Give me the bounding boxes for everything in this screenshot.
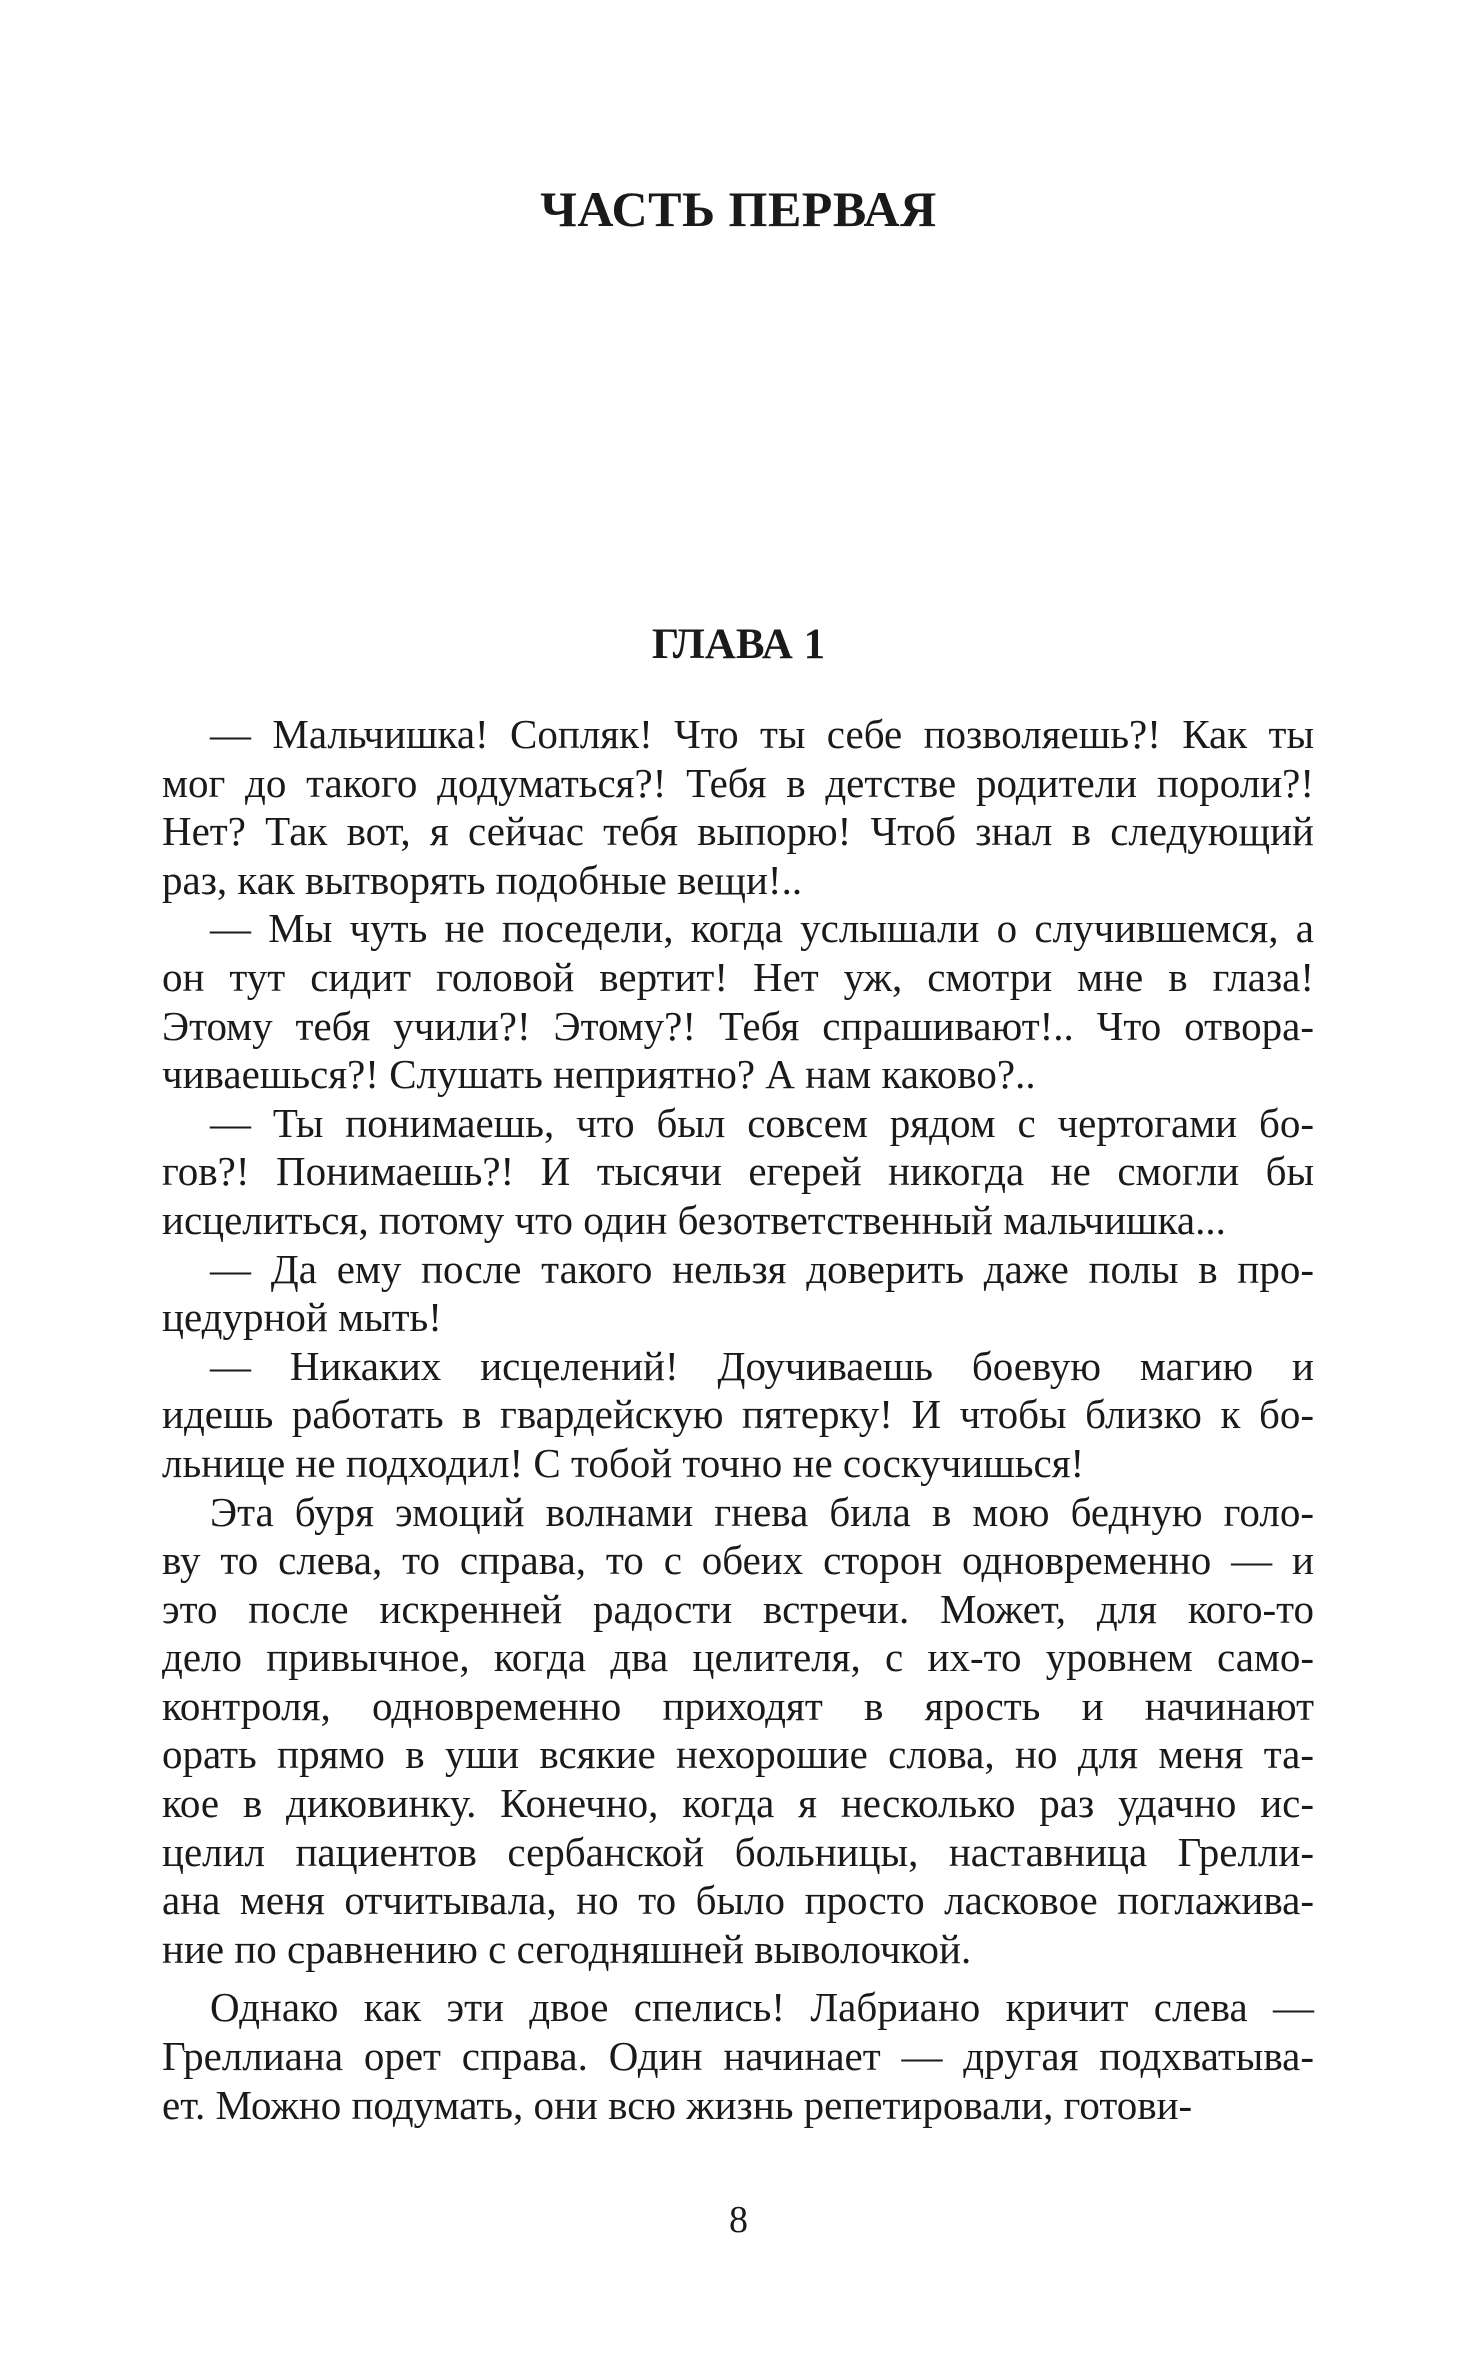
text-line: Однако как эти двое спелись! Лабриано кричит слева — <box>210 1984 1314 2031</box>
text-line: — Ты понимаешь, что был совсем рядом с чертогами бо- <box>210 1099 1314 1146</box>
text-line: льнице не подходил! С тобой точно не соскучишься! <box>162 1439 1085 1486</box>
chapter-title: ГЛАВА 1 <box>651 621 826 668</box>
part-title: ЧАСТЬ ПЕРВАЯ <box>540 181 937 237</box>
text-line: орать прямо в уши всякие нехорошие слова, но для меня та- <box>162 1731 1314 1778</box>
text-line: — Мы чуть не поседели, когда услышали о случившемся, а <box>210 905 1314 952</box>
paragraph <box>162 904 1314 1098</box>
paragraph <box>162 1099 1314 1245</box>
paragraph <box>162 1342 1314 1488</box>
text-line: это после искренней радости встречи. Может, для кого-то <box>162 1585 1314 1632</box>
text-line: кое в диковинку. Конечно, когда я несколько раз удачно ис- <box>162 1780 1314 1827</box>
text-line: ние по сравнению с сегодняшней выволочкой. <box>162 1925 972 1972</box>
text-line: Нет? Так вот, я сейчас тебя выпорю! Чтоб знал в следующий <box>162 808 1314 855</box>
text-line: Греллиана орет справа. Один начинает — другая подхватыва- <box>162 2033 1314 2080</box>
text-line: идешь работать в гвардейскую пятерку! И чтобы близко к бо- <box>162 1391 1314 1438</box>
text-line: цедурной мыть! <box>162 1294 442 1341</box>
text-line: он тут сидит головой вертит! Нет уж, смотри мне в глаза! <box>162 953 1314 1000</box>
text-line: Эта буря эмоций волнами гнева била в мою бедную голо- <box>210 1488 1314 1535</box>
text-line: — Мальчишка! Сопляк! Что ты себе позволяешь?! Как ты <box>210 711 1314 757</box>
text-line: исцелиться, потому что один безответственный мальчишка... <box>162 1196 1226 1243</box>
text-line: целил пациентов сербанской больницы, наставница Грелли- <box>162 1828 1314 1875</box>
paragraph <box>162 710 1314 904</box>
text-line: контроля, одновременно приходят в ярость и начинают <box>162 1682 1314 1729</box>
paragraph <box>162 1488 1314 1974</box>
text-line: чиваешься?! Слушать неприятно? А нам каково?.. <box>162 1051 1036 1098</box>
text-line: мог до такого додуматься?! Тебя в детстве родители пороли?! <box>162 759 1314 806</box>
paragraph <box>162 1983 1314 2129</box>
text-line: ву то слева, то справа, то с обеих сторон одновременно — и <box>162 1537 1314 1584</box>
paragraph-gap <box>162 1973 1314 1983</box>
text-line: раз, как вытворять подобные вещи!.. <box>162 856 803 903</box>
text-line: дело привычное, когда два целителя, с их-то уровнем само- <box>162 1634 1314 1681</box>
text-line: — Никаких исцелений! Доучиваешь боевую магию и <box>210 1342 1314 1389</box>
paragraph <box>162 1245 1314 1342</box>
page-number: 8 <box>729 2199 748 2241</box>
text-line: ет. Можно подумать, они всю жизнь репетировали, готови- <box>162 2081 1193 2128</box>
text-line: ана меня отчитывала, но то было просто ласковое поглажива- <box>162 1877 1314 1924</box>
text-line: Этому тебя учили?! Этому?! Тебя спрашивают!.. Что отвора- <box>162 1002 1314 1049</box>
text-line: гов?! Понимаешь?! И тысячи егерей никогда не смогли бы <box>162 1148 1314 1195</box>
text-line: — Да ему после такого нельзя доверить даже полы в про- <box>210 1245 1314 1292</box>
body-text <box>162 710 1314 2129</box>
